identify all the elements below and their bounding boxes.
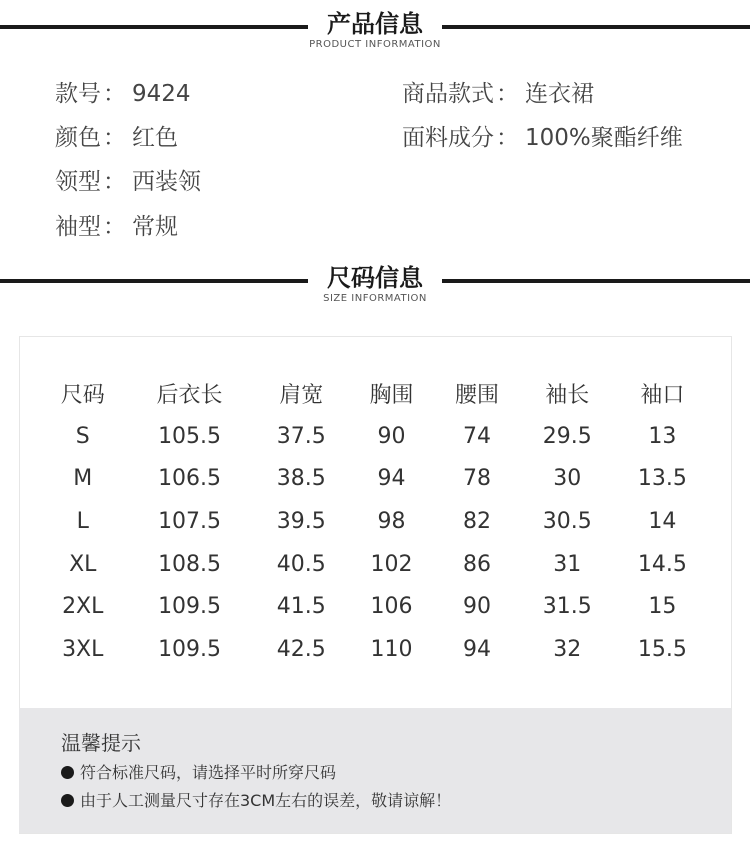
column-header: 肩宽 — [279, 382, 324, 408]
size-info-title: 尺码信息 — [327, 264, 423, 292]
info-item-product-style — [402, 79, 594, 109]
table-cell: 32 — [553, 636, 582, 662]
table-cell: 94 — [377, 466, 406, 492]
table-row — [40, 585, 710, 628]
table-cell: 15.5 — [637, 636, 687, 662]
info-item-fabric — [402, 123, 683, 153]
table-cell: 14 — [648, 508, 677, 534]
info-item-style-number — [55, 79, 191, 109]
info-label: 面料成分 — [402, 125, 494, 151]
table-cell: 13 — [648, 423, 677, 449]
table-cell: 107.5 — [158, 508, 222, 534]
table-cell: 82 — [462, 508, 491, 534]
bullet-icon — [61, 766, 74, 779]
table-cell: 29.5 — [542, 423, 592, 449]
table-cell: 109.5 — [158, 636, 222, 662]
table-cell: 31 — [553, 551, 582, 577]
table-cell: 13.5 — [637, 466, 687, 492]
table-row — [40, 415, 710, 458]
table-cell: 38.5 — [276, 466, 326, 492]
info-item-collar — [55, 167, 201, 197]
header-rule-right — [442, 25, 750, 29]
header-rule-right — [442, 279, 750, 283]
table-cell: 90 — [462, 594, 491, 620]
table-cell: 102 — [370, 551, 413, 577]
info-separator: ： — [496, 81, 519, 107]
info-label: 袖型 — [55, 214, 101, 240]
table-row — [40, 628, 710, 671]
info-separator: ： — [103, 125, 126, 151]
info-value: 西装领 — [132, 169, 201, 195]
table-cell: 2XL — [62, 594, 104, 620]
info-value: 连衣裙 — [525, 81, 594, 107]
column-header: 胸围 — [369, 382, 414, 408]
table-cell: 110 — [370, 636, 413, 662]
table-cell: 109.5 — [158, 594, 222, 620]
tips-title: 温馨提示 — [61, 731, 141, 755]
table-row — [40, 457, 710, 500]
table-cell: 86 — [462, 551, 491, 577]
size-info-header — [0, 262, 750, 306]
column-header: 后衣长 — [156, 382, 223, 408]
table-cell: 106.5 — [158, 466, 222, 492]
table-cell: 41.5 — [276, 594, 326, 620]
table-cell: 78 — [462, 466, 491, 492]
column-header: 袖长 — [545, 382, 590, 408]
table-cell: 108.5 — [158, 551, 222, 577]
info-value: 100%聚酯纤维 — [525, 125, 683, 151]
info-label: 款号 — [55, 81, 101, 107]
table-row — [40, 543, 710, 586]
tip-line — [61, 790, 451, 812]
info-item-sleeve — [55, 212, 178, 242]
info-label: 商品款式 — [402, 81, 494, 107]
table-cell: 94 — [462, 636, 491, 662]
table-cell: 30.5 — [542, 508, 592, 534]
size-info-subtitle: SIZE INFORMATION — [323, 293, 427, 304]
table-cell: 3XL — [62, 636, 104, 662]
size-table — [40, 372, 710, 671]
header-rule-left — [0, 25, 308, 29]
table-cell: 39.5 — [276, 508, 326, 534]
tips-panel — [19, 708, 731, 833]
info-separator: ： — [103, 214, 126, 240]
info-label: 领型 — [55, 169, 101, 195]
tip-text: 符合标准尺码，请选择平时所穿尺码 — [80, 763, 337, 782]
product-info-header — [0, 8, 750, 52]
table-header-row — [40, 372, 710, 415]
tip-text: 由于人工测量尺寸存在3CM左右的误差，敬请谅解！ — [80, 791, 452, 810]
product-info-title: 产品信息 — [327, 10, 423, 38]
info-value: 9424 — [132, 81, 191, 107]
table-cell: 30 — [553, 466, 582, 492]
info-value: 常规 — [132, 214, 178, 240]
product-info-subtitle: PRODUCT INFORMATION — [309, 39, 441, 50]
table-cell: 42.5 — [276, 636, 326, 662]
table-cell: S — [75, 423, 90, 449]
column-header: 腰围 — [454, 382, 499, 408]
table-cell: L — [76, 508, 89, 534]
table-cell: 40.5 — [276, 551, 326, 577]
header-rule-left — [0, 279, 308, 283]
info-separator: ： — [496, 125, 519, 151]
info-item-color — [55, 123, 178, 153]
table-cell: XL — [69, 551, 97, 577]
info-separator: ： — [103, 81, 126, 107]
info-separator: ： — [103, 169, 126, 195]
table-cell: 37.5 — [276, 423, 326, 449]
column-header: 袖口 — [640, 382, 685, 408]
table-cell: 14.5 — [637, 551, 687, 577]
bullet-icon — [61, 794, 74, 807]
info-label: 颜色 — [55, 125, 101, 151]
info-value: 红色 — [132, 125, 178, 151]
tip-line — [61, 762, 336, 784]
table-cell: 106 — [370, 594, 413, 620]
table-cell: 15 — [648, 594, 677, 620]
column-header: 尺码 — [60, 382, 105, 408]
table-cell: 98 — [377, 508, 406, 534]
table-cell: 90 — [377, 423, 406, 449]
table-cell: 105.5 — [158, 423, 222, 449]
table-cell: 31.5 — [542, 594, 592, 620]
table-row — [40, 500, 710, 543]
table-cell: 74 — [462, 423, 491, 449]
table-cell: M — [73, 466, 93, 492]
